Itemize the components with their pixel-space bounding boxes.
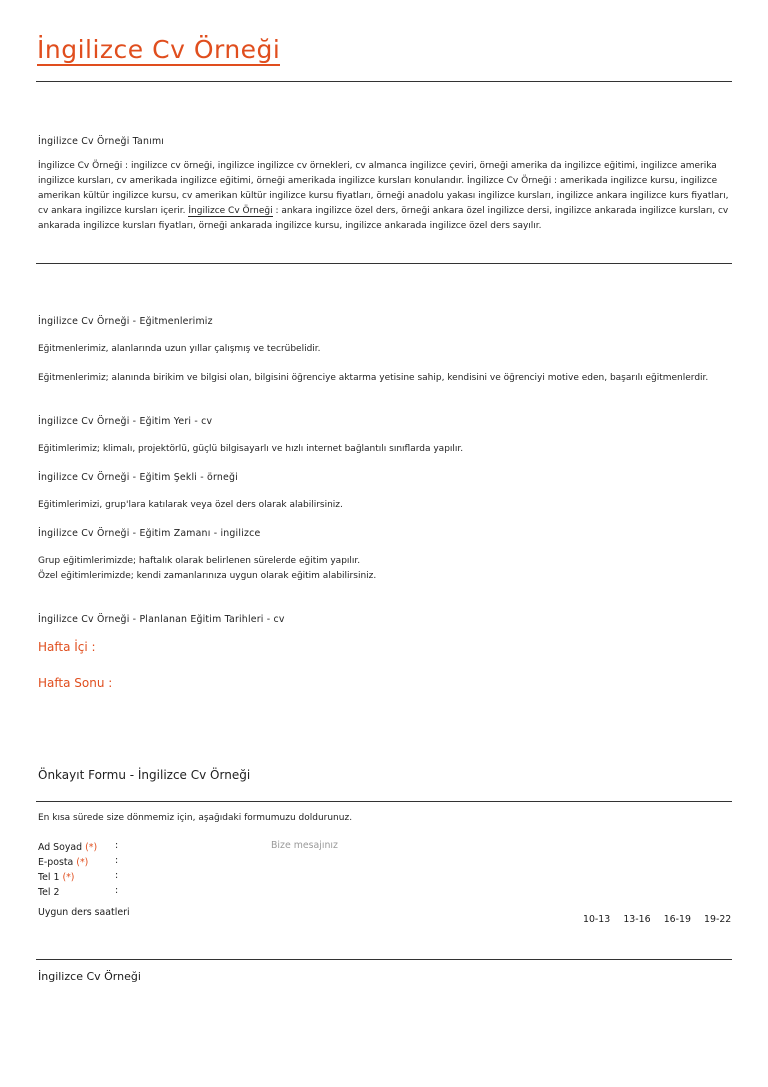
field-label: Tel 2	[38, 887, 60, 898]
form-intro: En kısa sürede size dönmemiz için, aşağıdaki formumuzu doldurunuz.	[38, 813, 353, 823]
trainers-paragraph-2: Eğitmenlerimiz; alanında birikim ve bilgisi olan, bilgisini öğrenciye aktarma yetisine sahip, kendisini ve öğrenciyi motive eden, başarılı eğitmenlerdir.	[38, 373, 709, 383]
field-name-input[interactable]: :	[115, 840, 119, 851]
style-heading: İngilizce Cv Örneği - Eğitim Şekli - örneği	[38, 472, 238, 483]
divider	[36, 81, 732, 82]
field-name-label	[38, 840, 97, 855]
intro-link[interactable]: İngilizce Cv Örneği	[188, 206, 273, 216]
trainers-paragraph-1: Eğitmenlerimiz, alanlarında uzun yıllar çalışmış ve tecrübelidir.	[38, 344, 321, 354]
schedule-heading: İngilizce Cv Örneği - Planlanan Eğitim Tarihleri - cv	[38, 614, 285, 625]
field-label: Ad Soyad	[38, 842, 83, 853]
hour-slot[interactable]: 16-19	[663, 914, 691, 925]
divider	[36, 959, 732, 960]
footer-text: İngilizce Cv Örneği	[38, 970, 141, 983]
field-tel1-input[interactable]: :	[115, 870, 119, 881]
time-line-1: Grup eğitimlerimizde; haftalık olarak belirlenen sürelerde eğitim yapılır.	[38, 556, 361, 566]
field-email-label	[38, 855, 88, 870]
field-label: E-posta	[38, 857, 74, 868]
message-textarea[interactable]: Bize mesajınız	[271, 840, 338, 851]
field-tel1-label	[38, 870, 74, 885]
trainers-heading: İngilizce Cv Örneği - Eğitmenlerimiz	[38, 316, 213, 327]
weekday-label: Hafta İçi :	[38, 640, 96, 654]
field-email-input[interactable]: :	[115, 855, 119, 866]
hours-label: Uygun ders saatleri	[38, 907, 130, 918]
style-paragraph: Eğitimlerimizi, grup'lara katılarak veya özel ders olarak alabilirsiniz.	[38, 500, 343, 510]
divider	[36, 263, 732, 264]
intro-paragraph	[38, 159, 732, 234]
place-paragraph: Eğitimlerimiz; klimalı, projektörlü, güçlü bilgisayarlı ve hızlı internet bağlantılı sınıflarda yapılır.	[38, 444, 464, 454]
time-line-2: Özel eğitimlerimizde; kendi zamanlarınıza uygun olarak eğitim alabilirsiniz.	[38, 571, 377, 581]
hours-options	[575, 907, 731, 926]
hour-slot[interactable]: 10-13	[583, 914, 611, 925]
field-tel2-label	[38, 885, 59, 900]
intro-text-after: : ankara ingilizce özel ders, örneği ankara özel ingilizce dersi, ingilizce ankarada ingilizce kursları, cv ankarada ingilizce kursları fiyatları, örneği ankarada ingilizce kursu, ingilizce ankarada ingilizce özel ders sayılır.	[38, 206, 729, 231]
hour-slot[interactable]: 13-16	[623, 914, 651, 925]
intro-heading: İngilizce Cv Örneği Tanımı	[38, 136, 165, 147]
required-marker: (*)	[76, 857, 89, 868]
page-title	[37, 30, 280, 70]
time-heading: İngilizce Cv Örneği - Eğitim Zamanı - ingilizce	[38, 528, 261, 539]
divider	[36, 801, 732, 802]
hour-slot[interactable]: 19-22	[704, 914, 732, 925]
place-heading: İngilizce Cv Örneği - Eğitim Yeri - cv	[38, 416, 213, 427]
required-marker: (*)	[85, 842, 98, 853]
form-title: Önkayıt Formu - İngilizce Cv Örneği	[38, 768, 251, 782]
weekend-label: Hafta Sonu :	[38, 676, 113, 690]
field-label: Tel 1	[38, 872, 60, 883]
page-title-text: İngilizce Cv Örneği	[37, 35, 281, 64]
field-tel2-input[interactable]: :	[115, 885, 119, 896]
intro-text-before: İngilizce Cv Örneği : ingilizce cv örneği, ingilizce ingilizce cv örnekleri, cv almanca ingilizce çeviri, örneği amerika da ingilizce eğitimi, ingilizce amerika ingilizce kursları, cv amerikada ingilizce eğitimi, örneği amerikada ingilizce kursları konularıdır. İngilizce Cv Örneği : amerikada ingilizce kursu, ingilizce amerikan kültür ingilizce kursu, cv amerikan kültür ingilizce kursu fiyatları, örneği anadolu yakası ingilizce kursları, ingilizce ankara ingilizce kurs fiyatları, cv ankara ingilizce kursları içerir.	[38, 161, 729, 216]
required-marker: (*)	[62, 872, 75, 883]
